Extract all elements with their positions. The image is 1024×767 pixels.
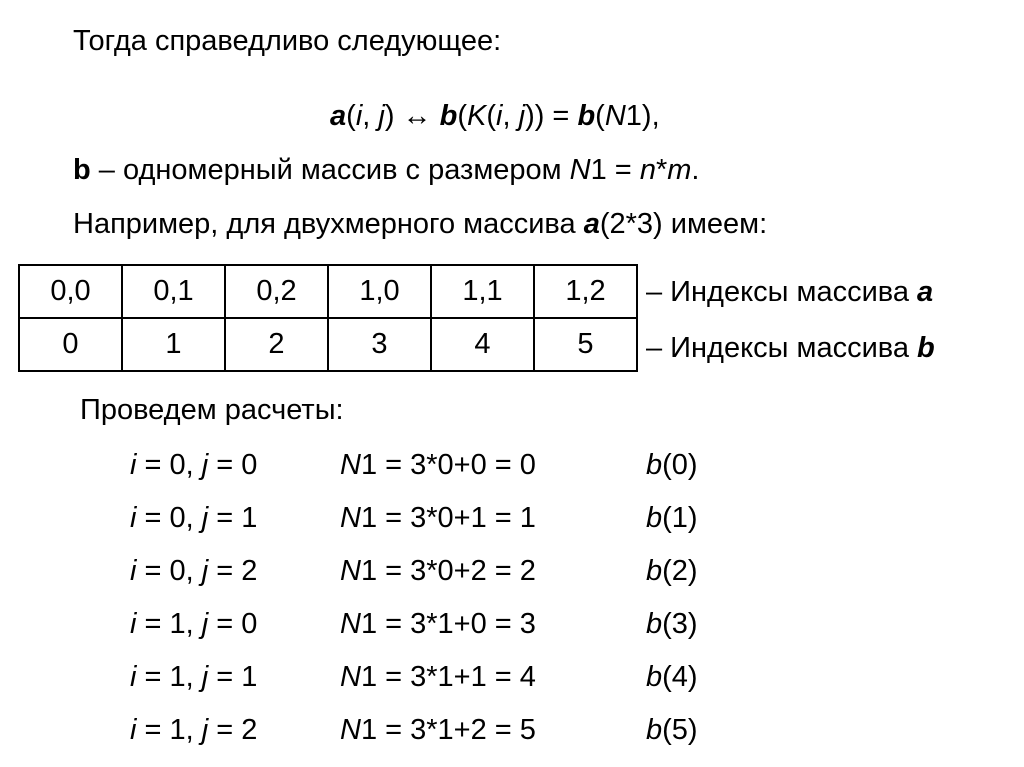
calc-indices: i = 1, j = 1 <box>130 661 258 693</box>
table-cell: 1,1 <box>431 265 534 318</box>
calc-expression: N1 = 3*0+1 = 1 <box>340 502 536 534</box>
table-cell: 0 <box>19 318 122 371</box>
table-cell: 3 <box>328 318 431 371</box>
calc-expression: N1 = 3*0+2 = 2 <box>340 555 536 587</box>
table-row-a <box>19 265 637 318</box>
table-cell: 5 <box>534 318 637 371</box>
calc-indices: i = 0, j = 0 <box>130 449 258 481</box>
calc-expression: N1 = 3*1+1 = 4 <box>340 661 536 693</box>
calc-result: b(5) <box>646 714 698 746</box>
mapping-formula: a(i, j) ↔ b(K(i, j)) = b(N1), <box>330 100 660 132</box>
calc-expression: N1 = 3*1+0 = 3 <box>340 608 536 640</box>
label-array-b: – Индексы массива b <box>646 332 935 364</box>
table-cell: 0,2 <box>225 265 328 318</box>
index-table <box>18 264 638 372</box>
calc-indices: i = 1, j = 2 <box>130 714 258 746</box>
table-cell: 0,0 <box>19 265 122 318</box>
calc-indices: i = 0, j = 1 <box>130 502 258 534</box>
table-cell: 1,2 <box>534 265 637 318</box>
table-cell: 1,0 <box>328 265 431 318</box>
calc-result: b(4) <box>646 661 698 693</box>
table-cell: 0,1 <box>122 265 225 318</box>
calc-result: b(3) <box>646 608 698 640</box>
calc-expression: N1 = 3*1+2 = 5 <box>340 714 536 746</box>
label-array-a: – Индексы массива a <box>646 276 934 308</box>
calc-title: Проведем расчеты: <box>80 394 344 426</box>
table-cell: 1 <box>122 318 225 371</box>
calc-indices: i = 1, j = 0 <box>130 608 258 640</box>
calc-result: b(0) <box>646 449 698 481</box>
b-definition: b – одномерный массив с размером N1 = n*m. <box>73 154 700 186</box>
calc-result: b(2) <box>646 555 698 587</box>
table-row-b <box>19 318 637 371</box>
table-cell: 2 <box>225 318 328 371</box>
calc-result: b(1) <box>646 502 698 534</box>
calc-indices: i = 0, j = 2 <box>130 555 258 587</box>
table-cell: 4 <box>431 318 534 371</box>
example-text: Например, для двухмерного массива a(2*3) имеем: <box>73 208 768 240</box>
intro-text: Тогда справедливо следующее: <box>73 25 502 57</box>
calc-expression: N1 = 3*0+0 = 0 <box>340 449 536 481</box>
